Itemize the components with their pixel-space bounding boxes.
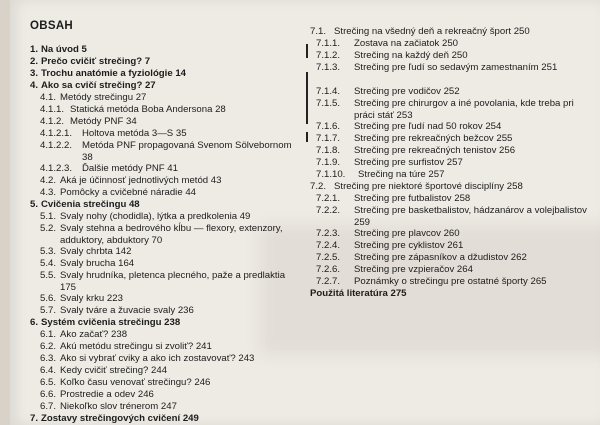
toc-entry-title: Strečing na všedný deň a rekreačný šport 250 [334, 26, 530, 37]
toc-entry-title: Systém cvičenia strečingu 238 [41, 317, 181, 328]
toc-left-column [30, 16, 305, 424]
toc-entry [310, 288, 592, 300]
toc-entry-title: Poznámky o strečingu pre ostatné športy 265 [354, 276, 547, 287]
toc-entry-title: Svaly krku 223 [60, 293, 123, 304]
toc-entry [40, 163, 300, 175]
toc-entry [316, 50, 592, 62]
toc-heading: OBSAH [30, 20, 74, 32]
toc-entry-number: 6.1. [40, 329, 57, 340]
toc-entry-number: 7.2.2. [316, 205, 341, 216]
toc-entry [40, 305, 300, 317]
toc-entry [40, 353, 300, 365]
toc-entry-number: 2. [30, 56, 39, 67]
margin-mark [306, 72, 308, 124]
toc-entry-number: 7.1.5. [316, 98, 341, 109]
toc-entry-number: 7.2.1. [316, 193, 341, 204]
toc-entry-title: Strečing na každý deň 250 [354, 50, 468, 61]
toc-entry-number: 5.5. [40, 270, 57, 281]
toc-entry-number: 5.3. [40, 246, 57, 257]
toc-entry [316, 98, 592, 121]
toc-entry [30, 413, 300, 425]
toc-entry-number: 5.6. [40, 293, 57, 304]
toc-entry [316, 145, 592, 157]
toc-entry-number: 5. [30, 199, 39, 210]
toc-entry-title: Akú metódu strečingu si zvoliť? 241 [60, 341, 212, 352]
toc-entry-title: Pomôcky a cvičebné náradie 44 [60, 187, 196, 198]
toc-entry-number: 7.1. [310, 26, 327, 37]
toc-entry-number: 7.2.3. [316, 228, 341, 239]
toc-entry [40, 341, 300, 353]
toc-entry [310, 26, 592, 38]
toc-entry-title: Strečing pre basketbalistov, hádzanárov a volejbalistov 259 [354, 205, 587, 228]
toc-entry-number: 7.1.3. [316, 62, 341, 73]
toc-entry [40, 223, 300, 246]
toc-entry [40, 258, 300, 270]
toc-entry [40, 365, 300, 377]
toc-entry-title: Svaly tváre a žuvacie svaly 236 [60, 305, 194, 316]
toc-entry-number: 7.2. [310, 181, 327, 192]
toc-entry [40, 104, 300, 116]
toc-entry [40, 116, 300, 128]
toc-entry [316, 133, 592, 145]
toc-entry-title: Ako si vybrať cviky a ako ich zostavovať? 243 [60, 353, 255, 364]
toc-entry [40, 401, 300, 413]
toc-entry [316, 276, 592, 288]
toc-entry [40, 293, 300, 305]
toc-entry [40, 211, 300, 223]
toc-entry-title: Strečing pre rekreačných tenistov 256 [354, 145, 516, 156]
toc-entry [310, 181, 592, 193]
toc-entry-number: 5.7. [40, 305, 57, 316]
toc-entry-number: 4. [30, 80, 39, 91]
toc-entry-number: 4.1.2.1. [40, 128, 73, 139]
toc-entry-title: Strečing pre cyklistov 261 [354, 240, 464, 251]
toc-entry-number: 4.2. [40, 175, 57, 186]
toc-entry-title: Svaly hrudníka, pletenca plecného, paže a predlaktia 175 [60, 270, 286, 293]
toc-entry-title: Použitá literatúra 275 [310, 288, 407, 299]
toc-entry [316, 38, 592, 50]
toc-entry [40, 246, 300, 258]
toc-entry [40, 187, 300, 199]
toc-entry-title: Zostava na začiatok 250 [354, 38, 458, 49]
margin-mark [306, 44, 308, 58]
toc-entry-title: Strečing pre ľudí so sedavým zamestnaním 251 [354, 62, 558, 73]
toc-entry-title: Strečing pre niektoré športové disciplíny 258 [334, 181, 523, 192]
toc-entry-number: 7.2.5. [316, 252, 341, 263]
toc-entry-title: Svaly chrbta 142 [60, 246, 132, 257]
toc-entry [40, 389, 300, 401]
toc-entry-number: 4.1.1. [40, 104, 65, 115]
toc-entry-title: Strečing pre vodičov 252 [354, 86, 460, 97]
toc-entry-title: Trochu anatómie a fyziológie 14 [41, 68, 187, 79]
toc-entry-title: Strečing pre plavcov 260 [354, 228, 460, 239]
toc-entry-number: 7.1.1. [316, 38, 341, 49]
toc-entry-title: Aká je účinnosť jednotlivých metód 43 [60, 175, 222, 186]
toc-entry-number: 6.3. [40, 353, 57, 364]
toc-entry-number: 6.7. [40, 401, 57, 412]
toc-entry-number: 7.2.4. [316, 240, 341, 251]
toc-entry-title: Kedy cvičiť strečing? 244 [60, 365, 168, 376]
toc-entry-number: 4.3. [40, 187, 57, 198]
toc-entry [316, 252, 592, 264]
toc-entry [40, 92, 300, 104]
toc-entry-number: 1. [30, 44, 39, 55]
toc-entry-number: 4.1.2. [40, 116, 65, 127]
toc-entry-title: Strečing pre surfistov 257 [354, 157, 463, 168]
toc-entry [316, 121, 592, 133]
toc-entry-number: 4.1.2.2. [40, 140, 73, 151]
toc-entry-title: Niekoľko slov trénerom 247 [60, 401, 177, 412]
toc-entry-title: Strečing pre chirurgov a iné povolania, kde treba pri práci stáť 253 [354, 98, 574, 121]
toc-entry [30, 199, 300, 211]
toc-entry-title: Strečing pre futbalistov 258 [354, 193, 471, 204]
toc-entry-number: 3. [30, 68, 39, 79]
toc-entry [316, 205, 592, 228]
toc-entry-title: Metódy PNF 34 [70, 116, 137, 127]
toc-entry-title: Metóda PNF propagovaná Svenom Sölvebornom 38 [82, 140, 292, 163]
toc-entry-number: 7.1.7. [316, 133, 341, 144]
toc-entry-title: Cvičenia strečingu 48 [41, 199, 140, 210]
toc-entry-title: Strečing pre zápasníkov a džudistov 262 [354, 252, 527, 263]
toc-entry-title: Strečing pre ľudí nad 50 rokov 254 [354, 121, 502, 132]
toc-entry-title: Na úvod 5 [41, 44, 87, 55]
toc-entry-number: 6. [30, 317, 39, 328]
toc-entry [30, 68, 300, 80]
toc-entry [40, 270, 300, 293]
toc-entry-title: Ďalšie metódy PNF 41 [82, 163, 178, 174]
toc-entry-number: 6.6. [40, 389, 57, 400]
toc-entry-title: Prečo cvičiť strečing? 7 [41, 56, 151, 67]
toc-entry [40, 128, 300, 140]
toc-entry-title: Prostredie a odev 246 [60, 389, 154, 400]
toc-entry-title: Ako sa cvičí strečing? 27 [41, 80, 156, 91]
toc-entry-title: Strečing na túre 257 [358, 169, 445, 180]
toc-entry [30, 80, 300, 92]
toc-entry-title: Svaly brucha 164 [60, 258, 135, 269]
toc-entry-number: 7.1.6. [316, 121, 341, 132]
toc-entry-number: 6.2. [40, 341, 57, 352]
toc-entry-number: 6.4. [40, 365, 57, 376]
toc-entry [316, 264, 592, 276]
toc-entry-number: 4.1. [40, 92, 57, 103]
toc-entry-number: 4.1.2.3. [40, 163, 73, 174]
toc-entry [40, 377, 300, 389]
toc-entry [40, 140, 300, 163]
toc-entry-number: 6.5. [40, 377, 57, 388]
toc-entry [30, 44, 300, 56]
toc-entry-number: 7.1.8. [316, 145, 341, 156]
toc-entry [316, 157, 592, 169]
toc-entry [316, 193, 592, 205]
toc-entry-title: Zostavy strečingových cvičení 249 [41, 413, 199, 424]
toc-entry [316, 228, 592, 240]
toc-entry-title: Statická metóda Boba Andersona 28 [70, 104, 226, 115]
toc-entry [40, 329, 300, 341]
toc-entry-number: 7.1.10. [316, 169, 346, 180]
toc-entry [30, 317, 300, 329]
toc-entry-number: 7. [30, 413, 39, 424]
margin-mark [306, 132, 308, 142]
toc-entry [316, 86, 592, 98]
toc-entry [316, 169, 592, 181]
toc-entry-number: 7.1.4. [316, 86, 341, 97]
toc-entry-title: Svaly stehna a bedrového kĺbu — flexory, extenzory, adduktory, abduktory 70 [60, 223, 283, 246]
toc-entry-number: 7.1.9. [316, 157, 341, 168]
toc-entry-title: Strečing pre rekreačných bežcov 255 [354, 133, 513, 144]
toc-entry-title: Ako začať? 238 [60, 329, 128, 340]
toc-entry [316, 240, 592, 252]
toc-entry-number: 7.2.6. [316, 264, 341, 275]
toc-entry-title: Strečing pre vzpieračov 264 [354, 264, 473, 275]
toc-entry-title: Svaly nohy (chodidla), lýtka a predkolenia 49 [60, 211, 251, 222]
toc-entry-title: Metódy strečingu 27 [60, 92, 147, 103]
toc-entry [40, 175, 300, 187]
toc-entry-title: Koľko času venovať strečingu? 246 [60, 377, 211, 388]
toc-entry-number: 5.4. [40, 258, 57, 269]
toc-entry-number: 5.1. [40, 211, 57, 222]
toc-entry-title: Holtova metóda 3—S 35 [82, 128, 187, 139]
toc-entry [316, 62, 592, 74]
book-page [10, 0, 600, 425]
toc-entry-number: 7.1.2. [316, 50, 341, 61]
toc-entry-number: 5.2. [40, 223, 57, 234]
toc-entry-number: 7.2.7. [316, 276, 341, 287]
toc-entry [30, 56, 300, 68]
